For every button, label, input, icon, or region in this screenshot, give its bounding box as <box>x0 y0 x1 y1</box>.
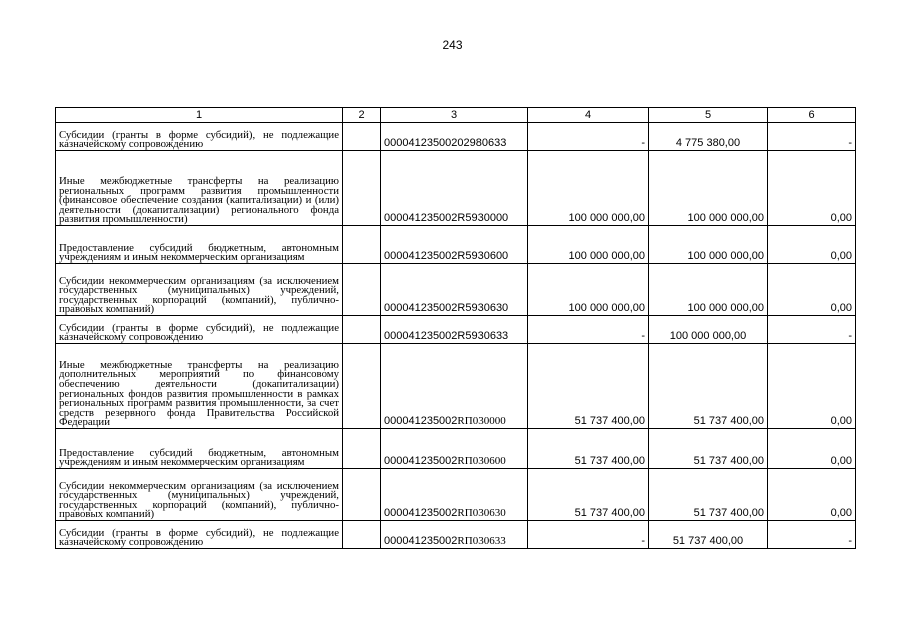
row-description: Иные межбюджетные трансферты на реализацию региональных программ развития промышленности (финансовое обеспечение создания (капитализации) и (или) деятельности (докапитализации) регионального фонда развития промышленности) <box>56 151 343 226</box>
row-code <box>381 469 528 521</box>
row-column-2 <box>343 123 381 151</box>
column-header: 4 <box>528 108 649 123</box>
code-main: 000041235002 <box>384 535 458 547</box>
table-row <box>56 469 856 521</box>
code-tail: RП030630 <box>457 507 506 519</box>
table-row <box>56 226 856 264</box>
column-header: 6 <box>768 108 856 123</box>
table-row <box>56 521 856 549</box>
value-col-4: 100 000 000,00 <box>528 151 649 226</box>
row-column-2 <box>343 151 381 226</box>
row-description: Предоставление субсидий бюджетным, автономным учреждениям и иным некоммерческим организациям <box>56 226 343 264</box>
budget-table <box>55 107 856 549</box>
row-column-2 <box>343 316 381 344</box>
row-description: Субсидии (гранты в форме субсидий), не подлежащие казначейскому сопровождению <box>56 123 343 151</box>
code-main: 000041235002R5930600 <box>384 250 509 262</box>
value-col-5: 51 737 400,00 <box>649 521 768 549</box>
row-code <box>381 316 528 344</box>
row-column-2 <box>343 226 381 264</box>
value-col-5: 100 000 000,00 <box>649 226 768 264</box>
code-main: 000041235002R5930000 <box>384 212 509 224</box>
value-col-5: 100 000 000,00 <box>649 264 768 316</box>
value-col-5: 100 000 000,00 <box>649 151 768 226</box>
row-code <box>381 123 528 151</box>
value-col-4: 51 737 400,00 <box>528 344 649 429</box>
column-header: 3 <box>381 108 528 123</box>
row-description: Субсидии (гранты в форме субсидий), не подлежащие казначейскому сопровождению <box>56 521 343 549</box>
code-main: 000041235002R5930630 <box>384 302 509 314</box>
value-col-5: 51 737 400,00 <box>649 469 768 521</box>
row-code <box>381 344 528 429</box>
row-code <box>381 151 528 226</box>
value-col-4: 100 000 000,00 <box>528 264 649 316</box>
table-row <box>56 264 856 316</box>
value-col-4: - <box>528 521 649 549</box>
table-row <box>56 344 856 429</box>
row-code <box>381 226 528 264</box>
value-col-4: 100 000 000,00 <box>528 226 649 264</box>
row-description: Предоставление субсидий бюджетным, автономным учреждениям и иным некоммерческим организациям <box>56 429 343 469</box>
value-col-6: 0,00 <box>768 226 856 264</box>
row-column-2 <box>343 344 381 429</box>
column-header: 1 <box>56 108 343 123</box>
table-row <box>56 316 856 344</box>
row-column-2 <box>343 264 381 316</box>
value-col-6: 0,00 <box>768 344 856 429</box>
value-col-6: 0,00 <box>768 151 856 226</box>
row-description: Субсидии (гранты в форме субсидий), не подлежащие казначейскому сопровождению <box>56 316 343 344</box>
value-col-5: 4 775 380,00 <box>649 123 768 151</box>
row-description: Иные межбюджетные трансферты на реализацию дополнительных мероприятий по финансовому обеспечению деятельности (докапитализации) региональных фондов развития промышленности в рамках региональных программ развития промышленности, за счет средств резервного фонда Правительства Российской Федерации <box>56 344 343 429</box>
value-col-6: 0,00 <box>768 264 856 316</box>
code-tail: RП030600 <box>457 455 506 467</box>
row-column-2 <box>343 429 381 469</box>
row-code <box>381 264 528 316</box>
code-tail: RП030633 <box>457 535 506 547</box>
row-column-2 <box>343 469 381 521</box>
code-main: 000041235002R5930633 <box>384 330 509 342</box>
value-col-6: - <box>768 316 856 344</box>
code-main: 000041235002 <box>384 507 458 519</box>
code-main: 000041235002 <box>384 455 458 467</box>
table-row <box>56 123 856 151</box>
table-header-row <box>56 108 856 123</box>
row-column-2 <box>343 521 381 549</box>
row-code <box>381 429 528 469</box>
value-col-6: - <box>768 123 856 151</box>
row-description: Субсидии некоммерческим организациям (за исключением государственных (муниципальных) учреждений, государственных корпораций (компаний), публично-правовых компаний) <box>56 469 343 521</box>
value-col-5: 100 000 000,00 <box>649 316 768 344</box>
value-col-4: - <box>528 123 649 151</box>
table-row <box>56 429 856 469</box>
value-col-4: - <box>528 316 649 344</box>
value-col-5: 51 737 400,00 <box>649 429 768 469</box>
value-col-6: 0,00 <box>768 469 856 521</box>
value-col-4: 51 737 400,00 <box>528 429 649 469</box>
code-main: 00004123500202980633 <box>384 137 507 149</box>
value-col-6: - <box>768 521 856 549</box>
code-tail: RП030000 <box>457 415 506 427</box>
row-description: Субсидии некоммерческим организациям (за исключением государственных (муниципальных) учреждений, государственных корпораций (компаний), публично-правовых компаний) <box>56 264 343 316</box>
value-col-6: 0,00 <box>768 429 856 469</box>
page-number: 243 <box>442 38 463 52</box>
value-col-5: 51 737 400,00 <box>649 344 768 429</box>
value-col-4: 51 737 400,00 <box>528 469 649 521</box>
row-code <box>381 521 528 549</box>
code-main: 000041235002 <box>384 415 458 427</box>
table-row <box>56 151 856 226</box>
column-header: 5 <box>649 108 768 123</box>
column-header: 2 <box>343 108 381 123</box>
